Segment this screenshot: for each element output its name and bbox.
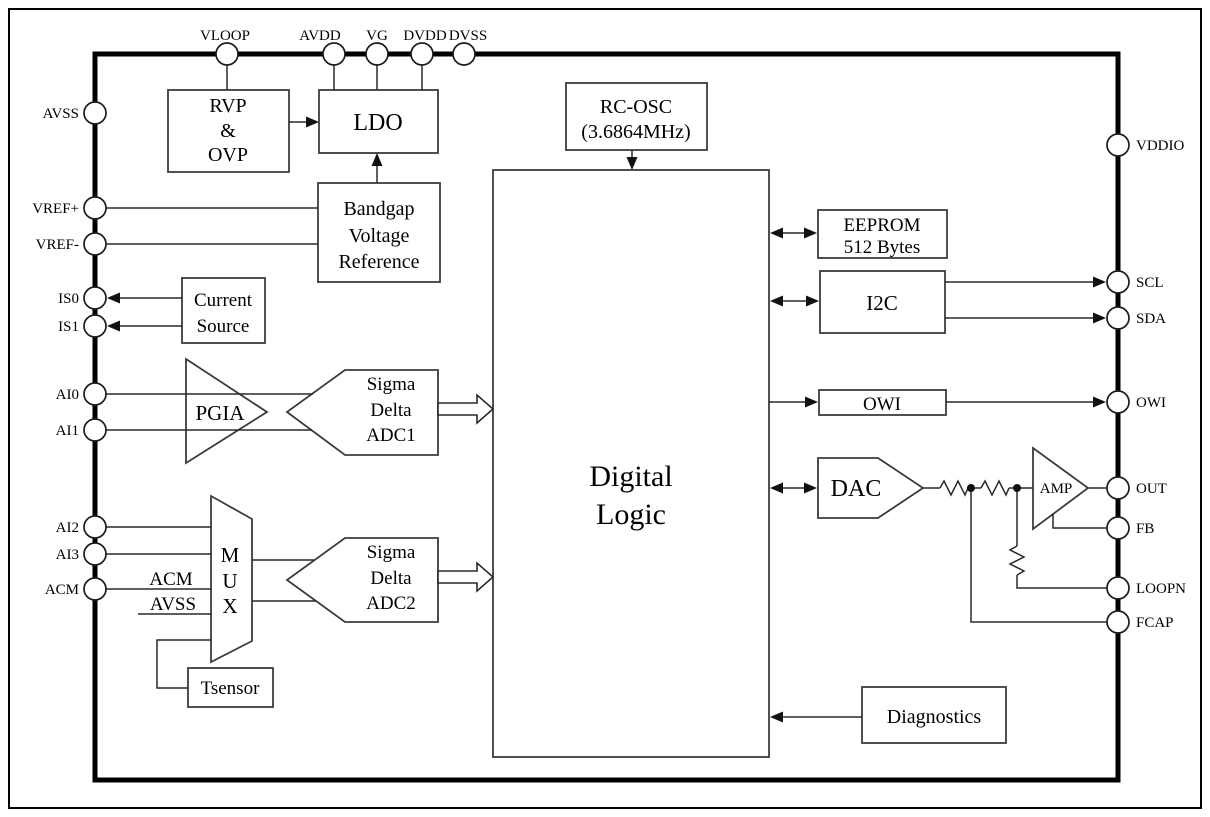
pin-label-ai0: AI0: [55, 387, 79, 403]
rvp-ovp-label-1: RVP: [209, 95, 247, 117]
amp-label: AMP: [1039, 481, 1073, 497]
tsensor-label: Tsensor: [200, 678, 260, 699]
pin-owi: [1107, 391, 1129, 413]
block-owi: [819, 390, 946, 415]
block-digital-logic: [493, 170, 769, 757]
pin-vref-minus: [84, 233, 106, 255]
block-ldo: [319, 90, 438, 153]
pin-label-is0: IS0: [58, 291, 79, 307]
pin-label-avdd: AVDD: [299, 28, 341, 44]
rvp-ovp-label-3: OVP: [207, 144, 249, 166]
pin-vg: [366, 43, 388, 65]
pin-label-vddio: VDDIO: [1136, 138, 1185, 154]
pin-is1: [84, 315, 106, 337]
pin-label-dvdd: DVDD: [403, 28, 447, 44]
pin-ai1: [84, 419, 106, 441]
pin-label-ai1: AI1: [55, 423, 79, 439]
eeprom-label-1: EEPROM: [843, 215, 921, 236]
ldo-label: LDO: [353, 110, 403, 136]
digital-logic-label-1: Digital: [589, 460, 673, 493]
current-source-label-1: Current: [193, 290, 253, 311]
pin-vloop: [216, 43, 238, 65]
pin-label-owi: OWI: [1136, 395, 1166, 411]
rc-osc-label-1: RC-OSC: [599, 96, 673, 118]
pin-label-fb: FB: [1136, 521, 1155, 537]
pin-label-scl: SCL: [1136, 275, 1164, 291]
adc2-label-2: Delta: [370, 568, 412, 589]
owi-label: OWI: [863, 394, 901, 415]
pin-sda: [1107, 307, 1129, 329]
pin-ai3: [84, 543, 106, 565]
junction-dot-1: [967, 484, 975, 492]
bandgap-label-2: Voltage: [348, 225, 410, 247]
pin-acm: [84, 578, 106, 600]
pin-label-dvss: DVSS: [448, 28, 488, 44]
bandgap-label-1: Bandgap: [343, 198, 415, 220]
block-tsensor: [188, 668, 273, 707]
eeprom-label-2: 512 Bytes: [843, 237, 921, 258]
pin-label-vref-plus: VREF+: [32, 201, 79, 217]
pin-label-out: OUT: [1136, 481, 1167, 497]
pin-fcap: [1107, 611, 1129, 633]
pin-avdd: [323, 43, 345, 65]
pin-label-vref-minus: VREF-: [35, 237, 79, 253]
adc2-label-3: ADC2: [366, 593, 416, 614]
block-eeprom: [818, 210, 947, 258]
dac-label: DAC: [830, 476, 882, 502]
pin-label-fcap: FCAP: [1136, 615, 1174, 631]
adc1-label-2: Delta: [370, 400, 412, 421]
pgia-label: PGIA: [195, 401, 245, 425]
block-current-source: [182, 278, 265, 343]
pin-label-vg: VG: [366, 28, 388, 44]
mux-label-u: U: [222, 569, 238, 593]
adc2-label-1: Sigma: [366, 542, 416, 563]
pin-scl: [1107, 271, 1129, 293]
mux-label-m: M: [220, 543, 240, 567]
block-diagnostics: [862, 687, 1006, 743]
bandgap-label-3: Reference: [338, 251, 420, 273]
adc1-label-3: ADC1: [366, 425, 416, 446]
block-rvp-ovp: [168, 90, 289, 172]
net-label-acm: ACM: [149, 569, 193, 590]
pin-vref-plus: [84, 197, 106, 219]
pin-ai0: [84, 383, 106, 405]
block-mux: [211, 496, 252, 662]
digital-logic-label-2: Logic: [596, 498, 666, 531]
block-rc-osc: [566, 83, 707, 150]
rc-osc-label-2: (3.6864MHz): [581, 121, 691, 143]
pin-vddio: [1107, 134, 1129, 156]
i2c-label: I2C: [866, 291, 898, 315]
current-source-label-2: Source: [196, 316, 250, 337]
pin-label-ai2: AI2: [55, 520, 79, 536]
rvp-ovp-label-2: &: [220, 120, 236, 142]
block-bandgap: [318, 183, 440, 282]
pin-label-is1: IS1: [58, 319, 79, 335]
pin-dvss: [453, 43, 475, 65]
pin-dvdd: [411, 43, 433, 65]
block-i2c: [820, 271, 945, 333]
pin-out: [1107, 477, 1129, 499]
mux-label-x: X: [222, 594, 238, 618]
net-label-avss: AVSS: [149, 594, 197, 615]
pin-fb: [1107, 517, 1129, 539]
pin-label-loopn: LOOPN: [1136, 581, 1187, 597]
junction-dot-2: [1013, 484, 1021, 492]
adc1-label-1: Sigma: [366, 374, 416, 395]
pin-label-acm: ACM: [44, 582, 79, 598]
pin-loopn: [1107, 577, 1129, 599]
pin-label-vloop: VLOOP: [199, 28, 251, 44]
diagnostics-label: Diagnostics: [886, 706, 982, 728]
pin-is0: [84, 287, 106, 309]
pin-avss: [84, 102, 106, 124]
pin-label-sda: SDA: [1136, 311, 1167, 327]
pin-ai2: [84, 516, 106, 538]
pin-label-ai3: AI3: [55, 547, 79, 563]
pin-label-avss: AVSS: [42, 106, 79, 122]
